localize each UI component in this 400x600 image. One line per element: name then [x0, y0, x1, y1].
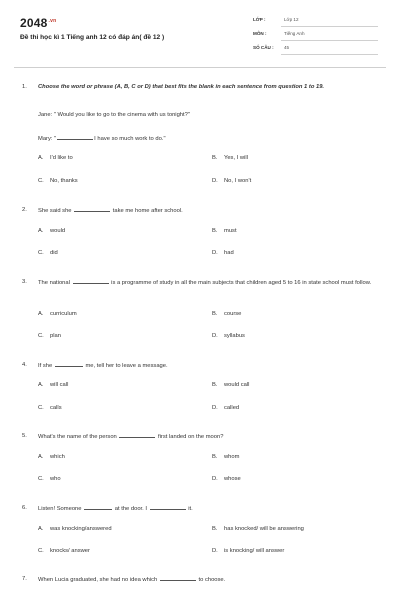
question-5-option-a[interactable]: A. which [38, 454, 65, 460]
question-1-option-c[interactable]: C. No, thanks [38, 178, 78, 184]
question-1-instruction: Choose the word or phrase (A, B, C or D) that best fits the blank in each sentence from question 1 to 19. [38, 84, 325, 90]
answer-blank [73, 277, 109, 284]
question-5-option-b[interactable]: B. whom [212, 454, 240, 460]
question-1-dialog-line-2: Mary: " I have so much work to do." [38, 133, 166, 142]
answer-blank [119, 431, 155, 438]
question-3-option-a[interactable]: A. curriculum [38, 311, 77, 317]
exam-page: $2048^{.vn}$ Đề thi học kì 1 Tiếng anh 12 có đáp án( đề 12 ) LỚP : Lớp 12 MÔN : Tiếng Anh SỐ CÂU : 45 1. Choose the word or phrase (A, B, C or D) that best fits the blank in each sentence from question 1 to 19. Jane: " Would you like to go to the cinema with us tonight?" Mary: " I have so much work to do." A. I'd like to B. Yes, I will C. No, thanks D. No, I won't 2. She said she take me home after school. A. would B. must C. did D. had 3. The national is a programme of study in all the main subjects that children aged 5 to 16 in state school must follow. A. curriculum B. course C. plan D. syllabus 4. If she me, tell her to leave a message. A. will call B. would call C. calls D. called 5. What's the name of the person first landed on the moon? A. which B. whom C. who D. whose 6. Listen! Someone at the door. I it. A. was knocking/answered B. has knocked/ will be answering C. knocks/ answer D. is knocking/ will answer 7. When Lucia graduated, she had no idea which to choose. [0, 0, 400, 600]
question-3-option-d[interactable]: D. syllabus [212, 333, 245, 339]
question-4-option-a[interactable]: A. will call [38, 382, 69, 388]
question-1-dialog-line-1: Jane: " Would you like to go to the cinema with us tonight?" [38, 112, 190, 118]
answer-blank [84, 503, 112, 510]
answer-blank [55, 360, 83, 367]
question-6-option-a[interactable]: A. was knocking/answered [38, 526, 112, 532]
site-logo[interactable]: $2048^{.vn}$ [20, 16, 57, 30]
document-title: Đề thi học kì 1 Tiếng anh 12 có đáp án( đề 12 ) [20, 34, 165, 41]
question-2-option-b[interactable]: B. must [212, 228, 237, 234]
answer-blank [160, 574, 196, 581]
question-4-option-b[interactable]: B. would call [212, 382, 250, 388]
question-4-option-d[interactable]: D. called [212, 405, 240, 411]
page-header: $2048^{.vn}$ Đề thi học kì 1 Tiếng anh 12 có đáp án( đề 12 ) LỚP : Lớp 12 MÔN : Tiếng Anh SỐ CÂU : 45 [0, 0, 400, 64]
header-divider [14, 67, 386, 68]
question-1-option-a[interactable]: A. I'd like to [38, 155, 73, 161]
question-2-option-a[interactable]: A. would [38, 228, 66, 234]
question-6-option-d[interactable]: D. is knocking/ will answer [212, 548, 285, 554]
answer-blank [74, 205, 110, 212]
question-1-option-b[interactable]: B. Yes, I will [212, 155, 248, 161]
question-3-option-c[interactable]: C. plan [38, 333, 61, 339]
answer-blank [57, 133, 93, 140]
question-6-option-c[interactable]: C. knocks/ answer [38, 548, 90, 554]
question-2-option-d[interactable]: D. had [212, 250, 234, 256]
question-5-option-d[interactable]: D. whose [212, 476, 241, 482]
question-4-option-c[interactable]: C. calls [38, 405, 62, 411]
answer-blank [150, 503, 186, 510]
question-5-option-c[interactable]: C. who [38, 476, 61, 482]
question-3-option-b[interactable]: B. course [212, 311, 242, 317]
question-2-option-c[interactable]: C. did [38, 250, 58, 256]
question-6-option-b[interactable]: B. has knocked/ will be answering [212, 526, 304, 532]
question-1-option-d[interactable]: D. No, I won't [212, 178, 252, 184]
